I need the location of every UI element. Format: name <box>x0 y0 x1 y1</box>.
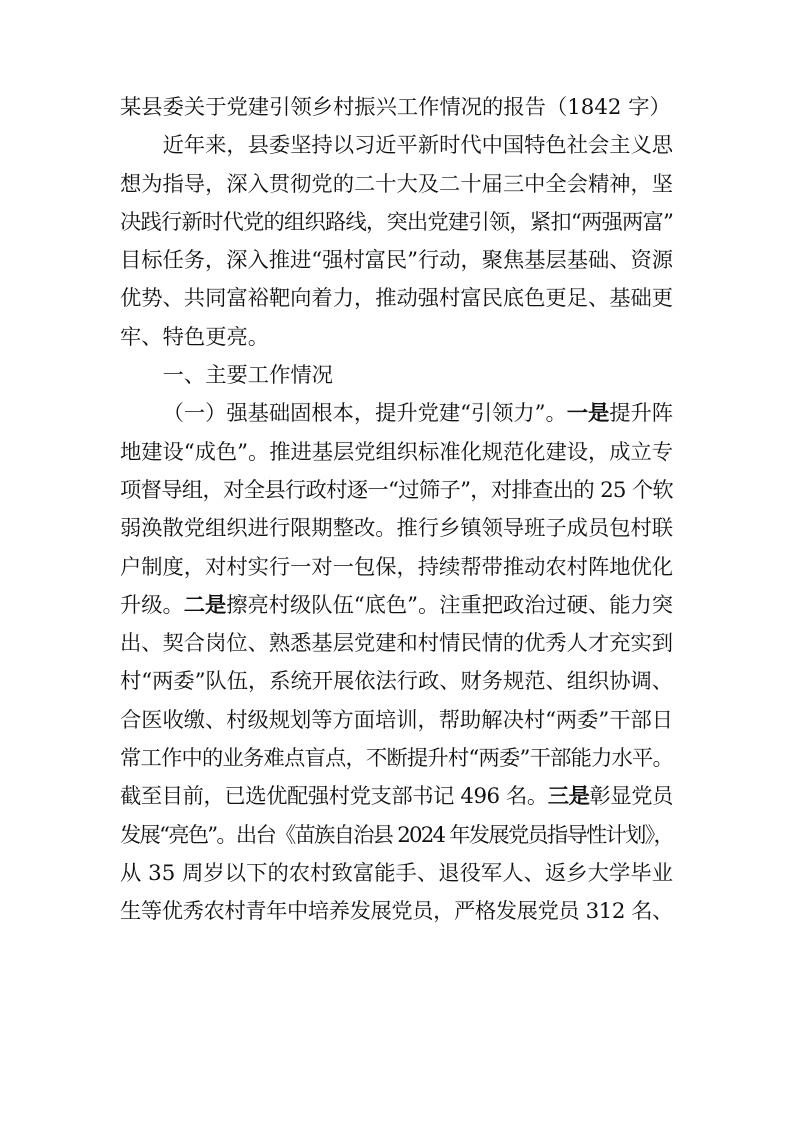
bold-lead: 二是 <box>183 592 227 618</box>
document-body <box>120 89 673 932</box>
text-segment: 提升阵 <box>609 401 673 427</box>
paragraph-line: 生等优秀农村青年中培养发展党员，严格发展党员 312 名、 <box>120 899 673 925</box>
paragraph-line: 出、契合岗位、熟悉基层党建和村情民情的优秀人才充实到 <box>120 631 673 657</box>
paragraph-line: 发展“亮色”。出台《苗族自治县 2024 年发展党员指导性计划》， <box>120 822 673 848</box>
section-heading: 一、主要工作情况 <box>162 363 333 389</box>
paragraph-line: 决践行新时代党的组织路线，突出党建引领，紧扣“两强两富” <box>120 209 673 235</box>
subsection-paragraph <box>120 395 673 931</box>
paragraph-line: 目标任务，深入推进“强村富民”行动，聚焦基层基础、资源 <box>120 248 673 274</box>
paragraph-line: 从 35 周岁以下的农村致富能手、退役军人、返乡大学毕业 <box>120 860 673 886</box>
paragraph-line: 弱涣散党组织进行限期整改。推行乡镇领导班子成员包村联 <box>120 516 673 542</box>
paragraph-line <box>120 587 673 625</box>
paragraph-line: 想为指导，深入贯彻党的二十大及二十届三中全会精神，坚 <box>120 171 673 197</box>
text-segment: （一）强基础固根本，提升党建“引领力”。 <box>162 401 567 427</box>
bold-lead: 一是 <box>566 401 610 427</box>
paragraph-line: 牢、特色更亮。 <box>120 324 270 350</box>
text-segment: 截至目前，已选优配强村党支部书记 496 名。 <box>120 784 548 810</box>
text-segment: 彰显党员 <box>589 784 673 810</box>
paragraph-line: 合医收缴、村级规划等方面培训，帮助解决村“两委”干部日 <box>120 707 673 733</box>
text-segment: 擦亮村级队伍“底色”。注重把政治过硬、能力突 <box>226 592 673 618</box>
paragraph-line: 村“两委”队伍，系统开展依法行政、财务规范、组织协调、 <box>120 669 673 695</box>
bold-lead: 三是 <box>547 784 590 810</box>
paragraph-line: 户制度，对村实行一对一包保，持续帮带推动农村阵地优化 <box>120 554 673 580</box>
paragraph-line: 优势、共同富裕靶向着力，推动强村富民底色更足、基础更 <box>120 286 673 312</box>
paragraph-line: 近年来，县委坚持以习近平新时代中国特色社会主义思 <box>162 133 673 159</box>
paragraph-line <box>120 395 673 433</box>
document-title: 某县委关于党建引领乡村振兴工作情况的报告（1842 字） <box>120 95 671 120</box>
paragraph-line: 常工作中的业务难点盲点，不断提升村“两委”干部能力水平。 <box>120 746 673 772</box>
text-segment: 升级。 <box>120 592 184 618</box>
paragraph-line: 项督导组，对全县行政村逐一“过筛子”，对排查出的 25 个软 <box>120 477 673 503</box>
paragraph-line: 地建设“成色”。推进基层党组织标准化规范化建设，成立专 <box>120 439 673 465</box>
paragraph-line <box>120 778 673 816</box>
intro-paragraph <box>120 127 673 357</box>
